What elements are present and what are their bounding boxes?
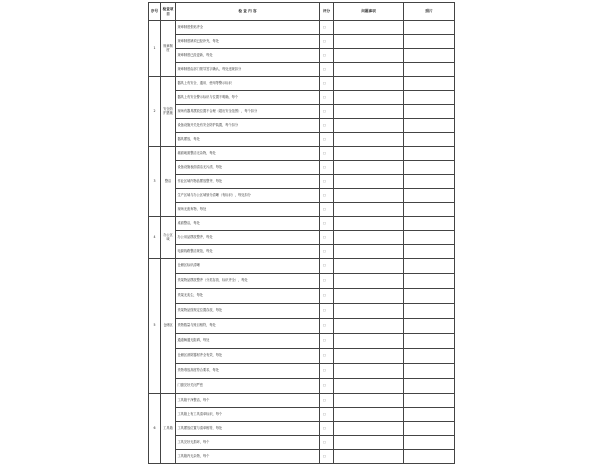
table-row xyxy=(149,259,455,274)
check-item-text: 门窗完好关闭严密 xyxy=(176,379,320,394)
check-item-text: 电源线路整洁规范，每处 xyxy=(176,245,320,259)
rating-cell[interactable]: □ xyxy=(320,217,334,231)
table-row xyxy=(149,334,455,349)
header-content: 检 查 内 容 xyxy=(176,3,320,21)
rating-cell[interactable]: □ xyxy=(320,408,334,422)
problem-cell[interactable] xyxy=(334,304,404,319)
photo-cell[interactable] xyxy=(404,259,455,274)
problem-cell[interactable] xyxy=(334,349,404,364)
section-number: 2 xyxy=(149,77,161,147)
photo-cell[interactable] xyxy=(404,49,455,63)
check-item-text: 器具上有安全警示标识与位置不明确，每个 xyxy=(176,91,320,105)
problem-cell[interactable] xyxy=(334,91,404,105)
problem-cell[interactable] xyxy=(334,147,404,161)
section-number: 4 xyxy=(149,217,161,259)
photo-cell[interactable] xyxy=(404,77,455,91)
problem-cell[interactable] xyxy=(334,364,404,379)
section-number: 1 xyxy=(149,21,161,77)
rating-cell[interactable]: □ xyxy=(320,175,334,189)
section-name: 规章制度 xyxy=(161,21,176,77)
rating-cell[interactable]: □ xyxy=(320,245,334,259)
rating-cell[interactable]: □ xyxy=(320,450,334,464)
section-name: 整洁 xyxy=(161,147,176,217)
photo-cell[interactable] xyxy=(404,189,455,203)
check-item-text: 工具完好无损坏，每个 xyxy=(176,436,320,450)
header-seq: 序号 xyxy=(149,3,161,21)
header-photo: 照片 xyxy=(404,3,455,21)
problem-cell[interactable] xyxy=(334,77,404,91)
check-item-text: 规章制度缺项已经补充，每处 xyxy=(176,35,320,49)
photo-cell[interactable] xyxy=(404,408,455,422)
photo-cell[interactable] xyxy=(404,133,455,147)
problem-cell[interactable] xyxy=(334,217,404,231)
rating-cell[interactable]: □ xyxy=(320,91,334,105)
photo-cell[interactable] xyxy=(404,217,455,231)
rating-cell[interactable]: □ xyxy=(320,319,334,334)
check-item-text: 工具箱内无杂物，每个 xyxy=(176,450,320,464)
section-name: 仓储区 xyxy=(161,259,176,394)
rating-cell[interactable]: □ xyxy=(320,364,334,379)
photo-cell[interactable] xyxy=(404,289,455,304)
photo-cell[interactable] xyxy=(404,63,455,77)
photo-cell[interactable] xyxy=(404,436,455,450)
photo-cell[interactable] xyxy=(404,175,455,189)
check-item-text: 设备设施表面清洁无污渍，每处 xyxy=(176,161,320,175)
rating-cell[interactable]: □ xyxy=(320,349,334,364)
rating-cell[interactable]: □ xyxy=(320,189,334,203)
rating-cell[interactable]: □ xyxy=(320,379,334,394)
check-item-text: 作业区域内物品摆放整齐，每处 xyxy=(176,175,320,189)
check-item-text: 规章制度由部门领导签字确认，每处违规扣分 xyxy=(176,63,320,77)
check-item-text: 工具箱干净整洁，每个 xyxy=(176,394,320,408)
check-item-text: 货架物品摆放整齐（分类存放、标识齐全），每处 xyxy=(176,274,320,289)
table-row xyxy=(149,349,455,364)
check-item-text: 货物堆放高度符合要求，每处 xyxy=(176,364,320,379)
table-row xyxy=(149,364,455,379)
table-row xyxy=(149,119,455,133)
problem-cell[interactable] xyxy=(334,436,404,450)
rating-cell[interactable]: □ xyxy=(320,203,334,217)
problem-cell[interactable] xyxy=(334,161,404,175)
table-row xyxy=(149,450,455,464)
table-row xyxy=(149,77,455,91)
check-item-text: 墙面地面整洁无杂物，每处 xyxy=(176,147,320,161)
rating-cell[interactable]: □ xyxy=(320,161,334,175)
rating-cell[interactable]: □ xyxy=(320,231,334,245)
section-number: 6 xyxy=(149,394,161,464)
rating-cell[interactable]: □ xyxy=(320,259,334,274)
check-item-text: 办公用品摆放整齐，每处 xyxy=(176,231,320,245)
table-row xyxy=(149,147,455,161)
table-row xyxy=(149,289,455,304)
check-item-text: 设备设施开关处有安全防护装置，每个扣分 xyxy=(176,119,320,133)
problem-cell[interactable] xyxy=(334,231,404,245)
check-item-text: 器具上有安全、通用、使用等警示标识 xyxy=(176,77,320,91)
check-item-text: 器具摆放，每处 xyxy=(176,133,320,147)
table-row xyxy=(149,408,455,422)
check-item-text: 仓储区标识清晰 xyxy=(176,259,320,274)
table-row xyxy=(149,21,455,35)
inspection-table xyxy=(148,2,455,464)
problem-cell[interactable] xyxy=(334,408,404,422)
rating-cell[interactable]: □ xyxy=(320,105,334,119)
table-row xyxy=(149,63,455,77)
rating-cell[interactable]: □ xyxy=(320,147,334,161)
table-row xyxy=(149,203,455,217)
table-row xyxy=(149,379,455,394)
problem-cell[interactable] xyxy=(334,119,404,133)
table-row xyxy=(149,49,455,63)
problem-cell[interactable] xyxy=(334,35,404,49)
photo-cell[interactable] xyxy=(404,304,455,319)
problem-cell[interactable] xyxy=(334,203,404,217)
rating-cell[interactable]: □ xyxy=(320,289,334,304)
table-row xyxy=(149,91,455,105)
header-problem: 问题事项 xyxy=(334,3,404,21)
problem-cell[interactable] xyxy=(334,394,404,408)
header-rating: 评分 xyxy=(320,3,334,21)
rating-cell[interactable]: □ xyxy=(320,49,334,63)
section-name: 工具箱 xyxy=(161,394,176,464)
table-row xyxy=(149,245,455,259)
section-name: 安全防护措施 xyxy=(161,77,176,147)
photo-cell[interactable] xyxy=(404,450,455,464)
table-row xyxy=(149,422,455,436)
problem-cell[interactable] xyxy=(334,259,404,274)
photo-cell[interactable] xyxy=(404,334,455,349)
check-item-text: 仓储区消防器材齐全有效，每处 xyxy=(176,349,320,364)
table-row xyxy=(149,133,455,147)
check-item-text: 现场有器具摆放位置不合理（超出安全范围），每个扣分 xyxy=(176,105,320,119)
photo-cell[interactable] xyxy=(404,161,455,175)
table-row xyxy=(149,436,455,450)
problem-cell[interactable] xyxy=(334,49,404,63)
photo-cell[interactable] xyxy=(404,274,455,289)
table-row xyxy=(149,304,455,319)
rating-cell[interactable]: □ xyxy=(320,35,334,49)
problem-cell[interactable] xyxy=(334,21,404,35)
photo-cell[interactable] xyxy=(404,319,455,334)
rating-cell[interactable]: □ xyxy=(320,334,334,349)
problem-cell[interactable] xyxy=(334,422,404,436)
problem-cell[interactable] xyxy=(334,245,404,259)
table-row xyxy=(149,35,455,49)
table-row xyxy=(149,175,455,189)
check-item-text: 规章制度已经更新，每处 xyxy=(176,49,320,63)
problem-cell[interactable] xyxy=(334,175,404,189)
problem-cell[interactable] xyxy=(334,379,404,394)
photo-cell[interactable] xyxy=(404,105,455,119)
problem-cell[interactable] xyxy=(334,63,404,77)
rating-cell[interactable]: □ xyxy=(320,77,334,91)
photo-cell[interactable] xyxy=(404,422,455,436)
photo-cell[interactable] xyxy=(404,203,455,217)
photo-cell[interactable] xyxy=(404,35,455,49)
problem-cell[interactable] xyxy=(334,450,404,464)
section-number: 5 xyxy=(149,259,161,394)
check-item-text: 货架物品按规定位置存放，每处 xyxy=(176,304,320,319)
photo-cell[interactable] xyxy=(404,394,455,408)
table-row xyxy=(149,217,455,231)
rating-cell[interactable]: □ xyxy=(320,133,334,147)
problem-cell[interactable] xyxy=(334,133,404,147)
rating-cell[interactable]: □ xyxy=(320,63,334,77)
rating-cell[interactable]: □ xyxy=(320,21,334,35)
photo-cell[interactable] xyxy=(404,91,455,105)
rating-cell[interactable]: □ xyxy=(320,304,334,319)
check-item-text: 工具箱上有工具清单标识，每个 xyxy=(176,408,320,422)
check-item-text: 规章制度张贴齐全 xyxy=(176,21,320,35)
photo-cell[interactable] xyxy=(404,364,455,379)
photo-cell[interactable] xyxy=(404,245,455,259)
rating-cell[interactable]: □ xyxy=(320,119,334,133)
table-row xyxy=(149,231,455,245)
problem-cell[interactable] xyxy=(334,105,404,119)
photo-cell[interactable] xyxy=(404,119,455,133)
check-item-text: 通道畅通无阻碍，每处 xyxy=(176,334,320,349)
table-row xyxy=(149,105,455,119)
rating-cell[interactable]: □ xyxy=(320,274,334,289)
inspection-sheet xyxy=(148,2,454,464)
rating-cell[interactable]: □ xyxy=(320,436,334,450)
check-item-text: 现场无废弃物，每处 xyxy=(176,203,320,217)
check-item-text: 工具摆放位置与清单相符，每处 xyxy=(176,422,320,436)
section-number: 3 xyxy=(149,147,161,217)
problem-cell[interactable] xyxy=(334,274,404,289)
rating-cell[interactable]: □ xyxy=(320,394,334,408)
photo-cell[interactable] xyxy=(404,349,455,364)
table-body xyxy=(149,21,455,464)
problem-cell[interactable] xyxy=(334,334,404,349)
photo-cell[interactable] xyxy=(404,231,455,245)
photo-cell[interactable] xyxy=(404,379,455,394)
check-item-text: 货物数量与账目相符，每处 xyxy=(176,319,320,334)
check-item-text: 货架无灰尘，每处 xyxy=(176,289,320,304)
problem-cell[interactable] xyxy=(334,319,404,334)
rating-cell[interactable]: □ xyxy=(320,422,334,436)
check-item-text: 生产区域与办公区域划分清晰（有标识），每处扣分 xyxy=(176,189,320,203)
header-project: 检查项目 xyxy=(161,3,176,21)
table-row xyxy=(149,319,455,334)
problem-cell[interactable] xyxy=(334,289,404,304)
section-name: 办公区域 xyxy=(161,217,176,259)
table-row xyxy=(149,394,455,408)
problem-cell[interactable] xyxy=(334,189,404,203)
photo-cell[interactable] xyxy=(404,21,455,35)
table-row xyxy=(149,274,455,289)
photo-cell[interactable] xyxy=(404,147,455,161)
table-row xyxy=(149,189,455,203)
check-item-text: 桌面整洁，每处 xyxy=(176,217,320,231)
header-row xyxy=(149,3,455,21)
table-row xyxy=(149,161,455,175)
